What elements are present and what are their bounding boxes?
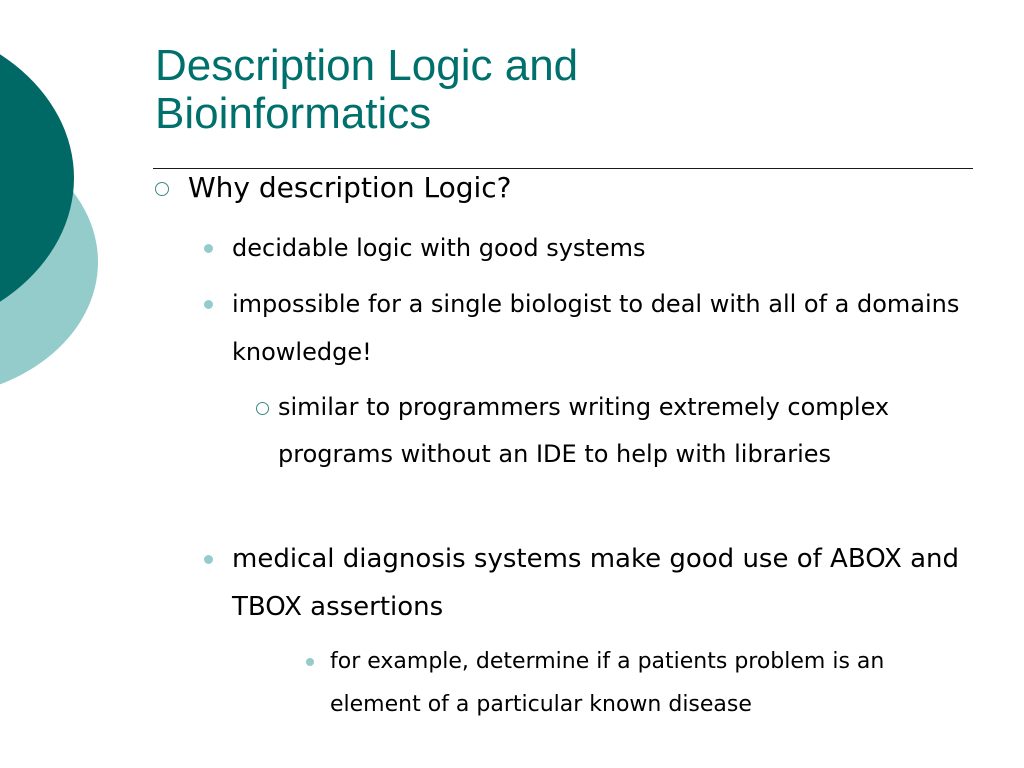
bullet-example	[330, 640, 970, 726]
bullet-similar-text: similar to programmers writing extremely complex programs without an IDE to help with libraries	[278, 393, 890, 468]
bullet-main	[188, 168, 968, 208]
title-line-2: Bioinformatics	[155, 89, 432, 138]
bullet-similar	[278, 384, 958, 478]
hollow-circle-bullet-icon	[155, 182, 169, 196]
bullet-main-text: Why description Logic?	[188, 171, 512, 204]
filled-dot-bullet-icon	[204, 300, 213, 309]
filled-dot-bullet-icon	[204, 555, 213, 564]
bullet-decidable	[232, 224, 962, 272]
bullet-example-text: for example, determine if a patients problem is an element of a particular known disease	[330, 649, 885, 717]
bullet-impossible-text: impossible for a single biologist to deal with all of a domains knowledge!	[232, 290, 960, 366]
filled-dot-bullet-icon	[204, 244, 213, 253]
bullet-medical	[232, 535, 962, 631]
filled-dot-bullet-icon	[306, 658, 314, 666]
bullet-impossible	[232, 280, 962, 376]
hollow-circle-bullet-icon	[256, 402, 269, 415]
bullet-decidable-text: decidable logic with good systems	[232, 234, 646, 262]
bullet-medical-text: medical diagnosis systems make good use of ABOX and TBOX assertions	[232, 544, 960, 622]
title-line-1: Description Logic and	[155, 41, 579, 90]
